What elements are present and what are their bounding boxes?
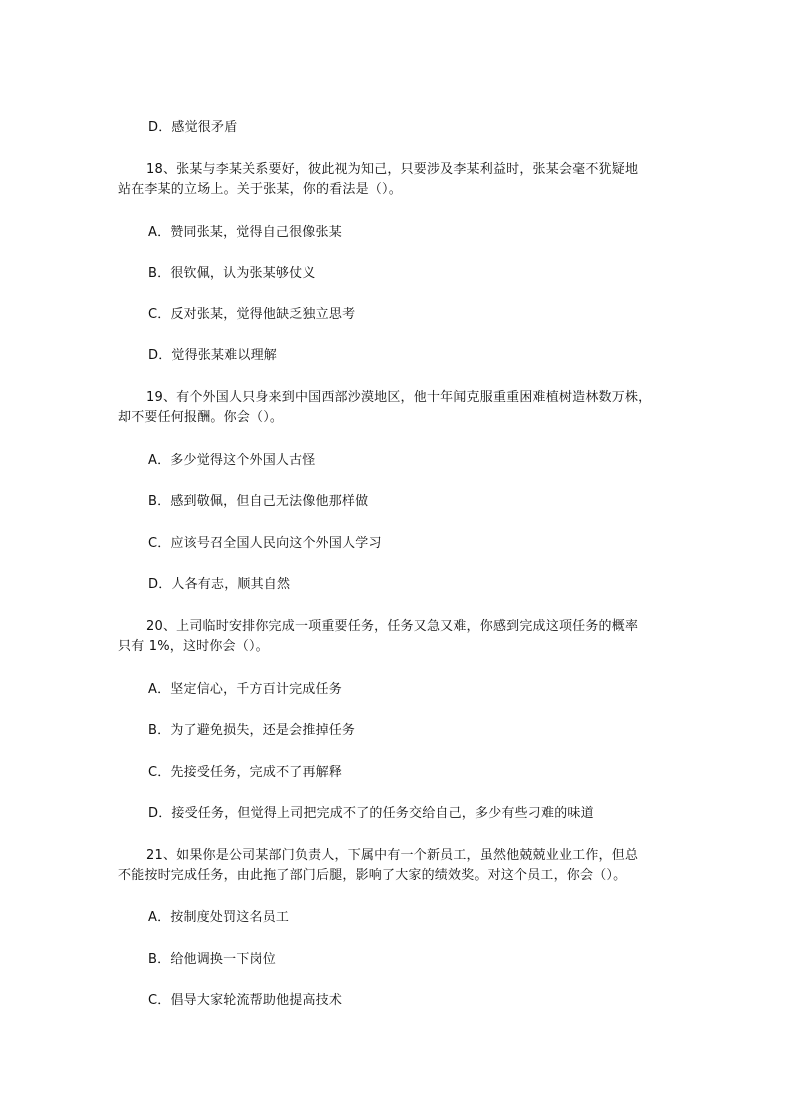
- option-a-q19: A．多少觉得这个外国人古怪: [148, 453, 316, 468]
- question-21-cont: [118, 866, 698, 886]
- question-18-line-1: 18、张某与李某关系要好，彼此视为知己，只要涉及李某利益时，张某会毫不犹疑地: [146, 162, 639, 177]
- question-20-line-2: 只有 1%，这时你会（）。: [118, 639, 269, 654]
- option-b-q21: B．给他调换一下岗位: [148, 952, 276, 967]
- option-c-q19: C．应该号召全国人民向这个外国人学习: [148, 536, 382, 551]
- question-20-line-1: 20、上司临时安排你完成一项重要任务，任务又急又难，你感到完成这项任务的概率: [146, 619, 639, 634]
- question-21-line-2: 不能按时完成任务，由此拖了部门后腿，影响了大家的绩效奖。对这个员工，你会（）。: [118, 868, 627, 883]
- question-19-line-1: 19、有个外国人只身来到中国西部沙漠地区，他十年闻克服重重困难植树造林数万株，: [146, 390, 652, 405]
- option-b-q19: B．感到敬佩，但自己无法像他那样做: [148, 494, 369, 509]
- question-18-cont: [118, 180, 678, 200]
- question-20-cont: [118, 637, 678, 657]
- option-b-q18: B．很钦佩，认为张某够仗义: [148, 266, 316, 281]
- option-b-q20: B．为了避免损失，还是会推掉任务: [148, 723, 356, 738]
- question-20: [146, 617, 686, 637]
- question-19-cont: [118, 408, 678, 428]
- question-18: [146, 160, 686, 180]
- option-d-q18: D．觉得张某难以理解: [148, 348, 278, 363]
- option-a-q21: A．按制度处罚这名员工: [148, 910, 290, 925]
- option-a-q18: A．赞同张某，觉得自己很像张某: [148, 225, 342, 240]
- question-21: [146, 846, 686, 866]
- question-18-line-2: 站在李某的立场上。关于张某，你的看法是（）。: [118, 182, 402, 197]
- option-d-q17: D．感觉很矛盾: [148, 120, 238, 135]
- question-19-line-2: 却不要任何报酬。你会（）。: [118, 410, 284, 425]
- option-a-q20: A．坚定信心，千方百计完成任务: [148, 682, 342, 697]
- question-21-line-1: 21、如果你是公司某部门负责人，下属中有一个新员工，虽然他兢兢业业工作，但总: [146, 848, 639, 863]
- question-19: [146, 388, 686, 408]
- option-c-q20: C．先接受任务，完成不了再解释: [148, 765, 343, 780]
- option-d-q20: D．接受任务，但觉得上司把完成不了的任务交给自己，多少有些刁难的味道: [148, 806, 594, 821]
- option-d-q19: D．人各有志，顺其自然: [148, 577, 291, 592]
- option-c-q21: C．倡导大家轮流帮助他提高技术: [148, 993, 343, 1008]
- option-c-q18: C．反对张某，觉得他缺乏独立思考: [148, 307, 356, 322]
